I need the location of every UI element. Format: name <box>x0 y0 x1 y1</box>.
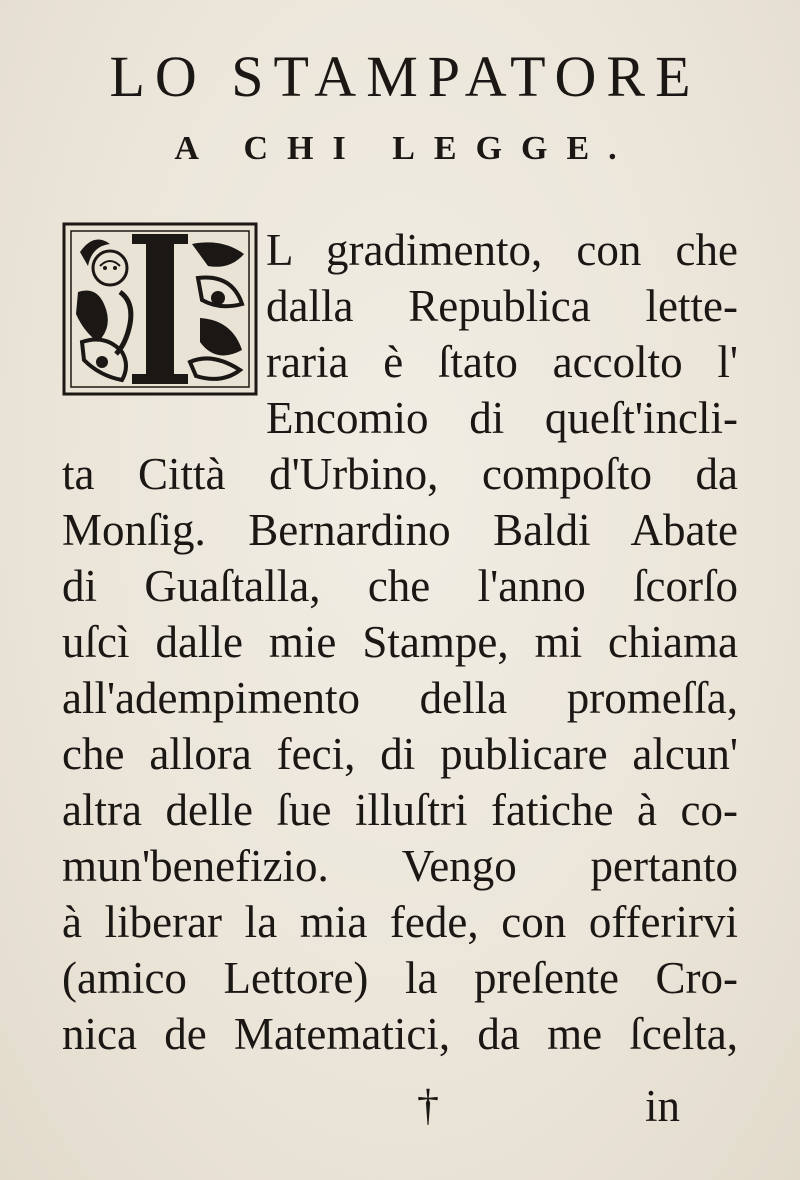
page-subtitle: A CHI LEGGE. <box>174 130 636 167</box>
page-title: LO STAMPATORE <box>109 44 701 109</box>
text-line: uſcì dalle mie Stampe, mi chiama <box>62 617 738 667</box>
text-line: ta Città d'Urbino, compoſto da <box>62 449 738 499</box>
text-line: L gradimento, con che <box>266 225 738 275</box>
text-line: nica de Matematici, da me ſcelta, <box>62 1009 738 1059</box>
catchword: in <box>645 1081 681 1131</box>
text-line: di Guaſtalla, che l'anno ſcorſo <box>62 561 738 611</box>
text-line: raria è ſtato accolto l' <box>266 337 738 387</box>
text-line: Encomio di queſt'incli- <box>266 393 738 443</box>
text-line: che allora feci, di publicare alcun' <box>62 729 738 779</box>
text-line: altra delle ſue illuſtri fatiche à co- <box>62 785 738 835</box>
page-footer <box>62 1080 738 1140</box>
signature-mark: † <box>417 1081 439 1130</box>
text-line: Monſig. Bernardino Baldi Abate <box>62 505 738 555</box>
decorated-initial-icon <box>62 222 258 396</box>
text-line: all'adempimento della promeſſa, <box>62 673 738 723</box>
text-line: (amico Lettore) la preſente Cro- <box>62 953 738 1003</box>
text-line: à liberar la mia fede, con offerirvi <box>62 897 738 947</box>
text-line: dalla Republica lette- <box>266 281 738 331</box>
text-line: mun'benefizio. Vengo pertanto <box>62 841 738 891</box>
